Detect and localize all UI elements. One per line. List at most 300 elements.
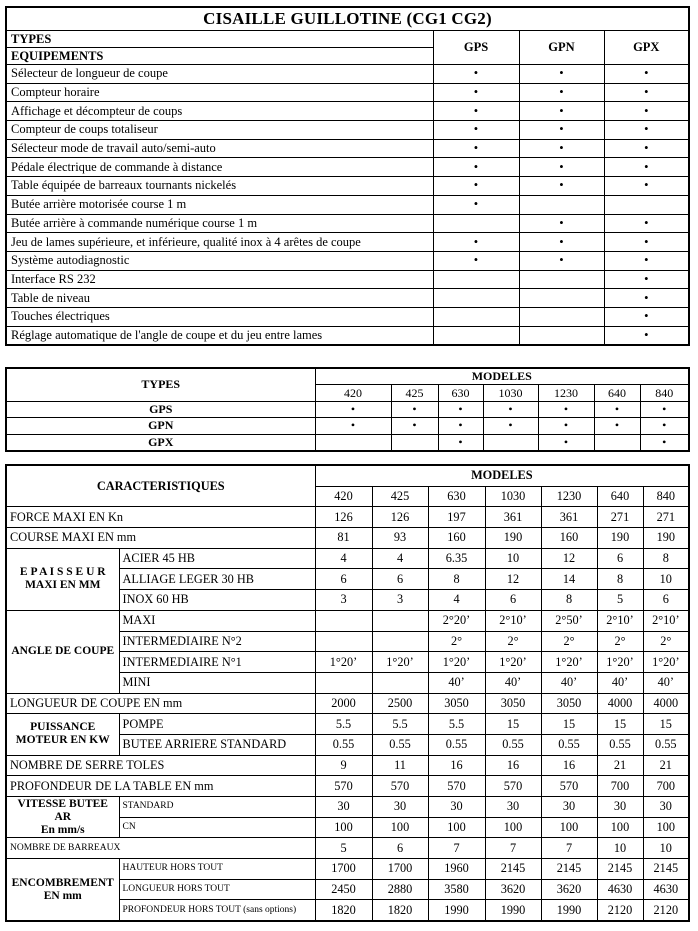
value-cell: 21 xyxy=(643,755,689,776)
type-row xyxy=(6,401,689,417)
value-cell: 3 xyxy=(315,590,372,611)
group-label-line: AR xyxy=(54,810,72,823)
value-cell: 2500 xyxy=(372,693,428,714)
equipment-mark: • xyxy=(519,251,604,270)
value-cell: 3050 xyxy=(485,693,541,714)
model-header: 1030 xyxy=(485,486,541,507)
equipment-mark xyxy=(519,307,604,326)
equipment-mark: • xyxy=(519,158,604,177)
value-cell: 190 xyxy=(643,528,689,549)
value-cell: 0.55 xyxy=(428,734,485,755)
equipment-mark: • xyxy=(519,177,604,196)
equipment-row xyxy=(6,177,689,196)
value-cell: 14 xyxy=(541,569,597,590)
value-cell: 160 xyxy=(428,528,485,549)
sub-characteristic-label: MINI xyxy=(119,672,315,693)
value-cell: 16 xyxy=(485,755,541,776)
type-mark: • xyxy=(315,418,391,434)
value-cell: 570 xyxy=(372,776,428,797)
value-cell: 0.55 xyxy=(372,734,428,755)
value-cell: 15 xyxy=(597,714,643,735)
equipment-label: Butée arrière motorisée course 1 m xyxy=(6,195,433,214)
types-rows xyxy=(6,401,689,451)
equipment-mark: • xyxy=(519,102,604,121)
characteristic-row xyxy=(6,693,689,714)
value-cell: 30 xyxy=(643,797,689,818)
type-mark: • xyxy=(438,401,483,417)
equipment-label: Interface RS 232 xyxy=(6,270,433,289)
equipment-mark xyxy=(433,307,519,326)
value-cell: 0.55 xyxy=(315,734,372,755)
value-cell: 5.5 xyxy=(428,714,485,735)
value-cell: 4630 xyxy=(643,879,689,900)
sub-characteristic-label: HAUTEUR HORS TOUT xyxy=(119,859,315,880)
value-cell: 2° xyxy=(428,631,485,652)
model-header: 630 xyxy=(428,486,485,507)
value-cell xyxy=(315,631,372,652)
type-row xyxy=(6,434,689,451)
value-cell: 2° xyxy=(643,631,689,652)
type-mark: • xyxy=(438,418,483,434)
equipment-mark: • xyxy=(433,233,519,252)
value-cell: 1700 xyxy=(315,859,372,880)
group-label-line: MOTEUR EN KW xyxy=(15,734,110,747)
characteristic-label: LONGUEUR DE COUPE EN mm xyxy=(6,693,315,714)
value-cell: 271 xyxy=(597,507,643,528)
equipment-row xyxy=(6,233,689,252)
value-cell: 8 xyxy=(643,548,689,569)
value-cell: 15 xyxy=(541,714,597,735)
value-cell: 3050 xyxy=(428,693,485,714)
epaisseur-group-label xyxy=(6,548,119,610)
characteristics-table xyxy=(5,464,690,922)
sub-characteristic-label: STANDARD xyxy=(119,797,315,818)
equipment-row xyxy=(6,289,689,308)
value-cell: 40’ xyxy=(541,672,597,693)
equipment-label: Jeu de lames supérieure, et inférieure, qualité inox à 4 arêtes de coupe xyxy=(6,233,433,252)
value-cell: 2145 xyxy=(485,859,541,880)
equipment-mark: • xyxy=(433,139,519,158)
equipment-label: Table de niveau xyxy=(6,289,433,308)
equipment-mark: • xyxy=(519,214,604,233)
value-cell: 5 xyxy=(315,838,372,859)
value-cell: 3 xyxy=(372,590,428,611)
value-cell: 30 xyxy=(597,797,643,818)
equipment-mark: • xyxy=(433,102,519,121)
equipment-label: Réglage automatique de l'angle de coupe et du jeu entre lames xyxy=(6,326,433,345)
value-cell: 100 xyxy=(541,817,597,838)
sub-characteristic-label: ALLIAGE LEGER 30 HB xyxy=(119,569,315,590)
value-cell: 7 xyxy=(541,838,597,859)
value-cell: 190 xyxy=(597,528,643,549)
equipment-mark: • xyxy=(604,233,689,252)
equipment-label: Pédale électrique de commande à distance xyxy=(6,158,433,177)
puissance-group-label xyxy=(6,714,119,755)
value-cell: 1960 xyxy=(428,859,485,880)
value-cell: 0.55 xyxy=(643,734,689,755)
value-cell: 3580 xyxy=(428,879,485,900)
value-cell: 16 xyxy=(541,755,597,776)
model-header: 420 xyxy=(315,486,372,507)
group-label-line: ENCOMBREMENT xyxy=(11,876,114,889)
group-label-line: EN mm xyxy=(43,889,82,902)
value-cell: 6 xyxy=(485,590,541,611)
value-cell xyxy=(372,610,428,631)
equipment-mark xyxy=(519,289,604,308)
types-models-table xyxy=(5,367,690,452)
equipment-mark: • xyxy=(433,121,519,140)
value-cell: 30 xyxy=(541,797,597,818)
value-cell: 10 xyxy=(643,569,689,590)
sub-characteristic-label: POMPE xyxy=(119,714,315,735)
sub-characteristic-label: INTERMEDIAIRE N°2 xyxy=(119,631,315,652)
value-cell: 1°20’ xyxy=(541,652,597,673)
column-header-gpn: GPN xyxy=(519,31,604,65)
value-cell: 100 xyxy=(428,817,485,838)
value-cell: 2°50’ xyxy=(541,610,597,631)
model-header: 1230 xyxy=(538,385,594,401)
equipment-mark: • xyxy=(519,65,604,84)
equipment-mark: • xyxy=(519,83,604,102)
equipment-label: Système autodiagnostic xyxy=(6,251,433,270)
sub-characteristic-label: LONGUEUR HORS TOUT xyxy=(119,879,315,900)
value-cell: 10 xyxy=(485,548,541,569)
type-mark xyxy=(315,434,391,451)
value-cell: 6.35 xyxy=(428,548,485,569)
equipment-mark: • xyxy=(519,121,604,140)
equipment-row xyxy=(6,270,689,289)
type-mark: • xyxy=(391,418,438,434)
value-cell: 100 xyxy=(643,817,689,838)
value-cell: 21 xyxy=(597,755,643,776)
value-cell: 1°20’ xyxy=(372,652,428,673)
value-cell: 6 xyxy=(597,548,643,569)
type-mark xyxy=(594,434,640,451)
type-mark: • xyxy=(315,401,391,417)
type-mark: • xyxy=(640,434,689,451)
equipment-label: Butée arrière à commande numérique course 1 m xyxy=(6,214,433,233)
value-cell: 1°20’ xyxy=(597,652,643,673)
equipment-mark xyxy=(519,195,604,214)
value-cell: 40’ xyxy=(428,672,485,693)
column-header-gps: GPS xyxy=(433,31,519,65)
value-cell: 0.55 xyxy=(597,734,643,755)
value-cell: 570 xyxy=(315,776,372,797)
value-cell: 16 xyxy=(428,755,485,776)
value-cell: 8 xyxy=(541,590,597,611)
value-cell: 1°20’ xyxy=(315,652,372,673)
value-cell: 570 xyxy=(485,776,541,797)
equipment-mark: • xyxy=(433,195,519,214)
table-title: CISAILLE GUILLOTINE (CG1 CG2) xyxy=(6,7,689,31)
equipment-mark: • xyxy=(604,251,689,270)
type-mark: • xyxy=(640,418,689,434)
value-cell: 2145 xyxy=(643,859,689,880)
value-cell: 0.55 xyxy=(541,734,597,755)
value-cell: 0.55 xyxy=(485,734,541,755)
value-cell: 12 xyxy=(485,569,541,590)
value-cell: 15 xyxy=(485,714,541,735)
modeles-label: MODELES xyxy=(315,368,689,385)
equipment-row xyxy=(6,65,689,84)
type-mark: • xyxy=(594,418,640,434)
characteristic-label: NOMBRE DE BARREAUX xyxy=(6,838,315,859)
equipment-row xyxy=(6,214,689,233)
value-cell: 93 xyxy=(372,528,428,549)
encombrement-group-label xyxy=(6,859,119,922)
value-cell: 2000 xyxy=(315,693,372,714)
value-cell: 6 xyxy=(372,569,428,590)
characteristic-row xyxy=(6,776,689,797)
value-cell xyxy=(372,631,428,652)
type-mark: • xyxy=(594,401,640,417)
characteristic-row xyxy=(6,528,689,549)
model-header: 1230 xyxy=(541,486,597,507)
value-cell: 11 xyxy=(372,755,428,776)
value-cell: 2°10’ xyxy=(485,610,541,631)
value-cell: 100 xyxy=(315,817,372,838)
value-cell: 30 xyxy=(485,797,541,818)
type-mark: • xyxy=(538,434,594,451)
value-cell: 10 xyxy=(597,838,643,859)
value-cell: 30 xyxy=(372,797,428,818)
value-cell: 570 xyxy=(541,776,597,797)
group-label-line: E P A I S S E U R xyxy=(19,566,106,579)
model-header: 425 xyxy=(391,385,438,401)
equipment-label: Affichage et décompteur de coups xyxy=(6,102,433,121)
type-mark: • xyxy=(538,418,594,434)
characteristic-row xyxy=(6,610,689,631)
value-cell: 2°20’ xyxy=(428,610,485,631)
equipment-label: Table équipée de barreaux tournants nickelés xyxy=(6,177,433,196)
value-cell: 2145 xyxy=(597,859,643,880)
caracteristiques-label: CARACTERISTIQUES xyxy=(6,465,315,507)
model-header: 840 xyxy=(640,385,689,401)
sub-characteristic-label: ACIER 45 HB xyxy=(119,548,315,569)
characteristic-label: COURSE MAXI EN mm xyxy=(6,528,315,549)
characteristic-row xyxy=(6,755,689,776)
characteristic-row xyxy=(6,859,689,880)
group-label-line: VITESSE BUTEE xyxy=(17,797,108,810)
model-header: 1030 xyxy=(483,385,538,401)
value-cell: 4000 xyxy=(643,693,689,714)
equipment-label: Compteur de coups totaliseur xyxy=(6,121,433,140)
group-label-line: MAXI EN MM xyxy=(25,579,101,592)
value-cell: 2120 xyxy=(643,900,689,921)
type-label: GPS xyxy=(6,401,315,417)
angle-group-label xyxy=(6,610,119,693)
type-row xyxy=(6,418,689,434)
value-cell: 8 xyxy=(597,569,643,590)
value-cell: 100 xyxy=(485,817,541,838)
value-cell: 2145 xyxy=(541,859,597,880)
sub-characteristic-label: CN xyxy=(119,817,315,838)
equipment-mark: • xyxy=(604,102,689,121)
equipment-mark: • xyxy=(433,158,519,177)
equipment-mark: • xyxy=(433,83,519,102)
equipment-label: Sélecteur de longueur de coupe xyxy=(6,65,433,84)
value-cell: 197 xyxy=(428,507,485,528)
type-label: GPN xyxy=(6,418,315,434)
equipment-mark: • xyxy=(604,177,689,196)
value-cell xyxy=(372,672,428,693)
value-cell: 361 xyxy=(485,507,541,528)
equipment-label: Sélecteur mode de travail auto/semi-auto xyxy=(6,139,433,158)
value-cell: 30 xyxy=(428,797,485,818)
equipment-mark xyxy=(433,326,519,345)
value-cell: 700 xyxy=(597,776,643,797)
equipment-mark xyxy=(519,326,604,345)
value-cell: 1990 xyxy=(428,900,485,921)
equipment-mark: • xyxy=(604,158,689,177)
value-cell: 2450 xyxy=(315,879,372,900)
equipment-label: Compteur horaire xyxy=(6,83,433,102)
value-cell: 2° xyxy=(541,631,597,652)
characteristic-row xyxy=(6,507,689,528)
model-header: 425 xyxy=(372,486,428,507)
sub-characteristic-label: BUTEE ARRIERE STANDARD xyxy=(119,734,315,755)
value-cell: 570 xyxy=(428,776,485,797)
value-cell: 100 xyxy=(372,817,428,838)
value-cell: 100 xyxy=(597,817,643,838)
equipment-row xyxy=(6,251,689,270)
value-cell: 9 xyxy=(315,755,372,776)
characteristic-row xyxy=(6,797,689,818)
equipment-row xyxy=(6,83,689,102)
equipment-mark: • xyxy=(604,326,689,345)
equipment-label: Touches électriques xyxy=(6,307,433,326)
value-cell: 5.5 xyxy=(315,714,372,735)
characteristic-label: PROFONDEUR DE LA TABLE EN mm xyxy=(6,776,315,797)
equipment-mark: • xyxy=(604,307,689,326)
value-cell: 4 xyxy=(372,548,428,569)
value-cell: 6 xyxy=(643,590,689,611)
equipment-row xyxy=(6,195,689,214)
value-cell: 3620 xyxy=(541,879,597,900)
value-cell: 2°10’ xyxy=(643,610,689,631)
equipment-row xyxy=(6,326,689,345)
model-header: 840 xyxy=(643,486,689,507)
characteristic-label: NOMBRE DE SERRE TOLES xyxy=(6,755,315,776)
modeles-label: MODELES xyxy=(315,465,689,486)
equipment-mark xyxy=(433,289,519,308)
value-cell: 361 xyxy=(541,507,597,528)
value-cell: 40’ xyxy=(643,672,689,693)
value-cell: 2° xyxy=(485,631,541,652)
type-mark: • xyxy=(483,401,538,417)
value-cell: 1820 xyxy=(315,900,372,921)
characteristic-row xyxy=(6,714,689,735)
value-cell: 6 xyxy=(372,838,428,859)
value-cell: 271 xyxy=(643,507,689,528)
type-mark: • xyxy=(640,401,689,417)
equipment-mark: • xyxy=(519,139,604,158)
value-cell: 4630 xyxy=(597,879,643,900)
equipment-mark: • xyxy=(604,65,689,84)
sub-characteristic-label: INOX 60 HB xyxy=(119,590,315,611)
value-cell: 4000 xyxy=(597,693,643,714)
value-cell: 4 xyxy=(315,548,372,569)
value-cell: 1990 xyxy=(541,900,597,921)
value-cell: 2°10’ xyxy=(597,610,643,631)
characteristics-rows xyxy=(6,507,689,921)
value-cell: 3620 xyxy=(485,879,541,900)
value-cell: 6 xyxy=(315,569,372,590)
value-cell: 1820 xyxy=(372,900,428,921)
value-cell: 2° xyxy=(597,631,643,652)
equipment-mark: • xyxy=(433,177,519,196)
type-mark xyxy=(483,434,538,451)
group-label-line: En mm/s xyxy=(40,823,85,836)
value-cell: 1°20’ xyxy=(643,652,689,673)
equipment-mark: • xyxy=(433,251,519,270)
type-mark: • xyxy=(391,401,438,417)
value-cell: 40’ xyxy=(597,672,643,693)
equipment-mark: • xyxy=(604,139,689,158)
characteristic-row xyxy=(6,838,689,859)
equipment-row xyxy=(6,121,689,140)
type-mark: • xyxy=(483,418,538,434)
sub-characteristic-label: PROFONDEUR HORS TOUT (sans options) xyxy=(119,900,315,921)
value-cell xyxy=(315,610,372,631)
value-cell: 160 xyxy=(541,528,597,549)
equipment-row xyxy=(6,307,689,326)
types-label: TYPES xyxy=(6,31,433,48)
types-label: TYPES xyxy=(6,368,315,401)
type-label: GPX xyxy=(6,434,315,451)
group-label-line: PUISSANCE xyxy=(30,721,96,734)
model-header: 640 xyxy=(597,486,643,507)
equipment-mark xyxy=(433,270,519,289)
equipment-mark xyxy=(519,270,604,289)
value-cell: 30 xyxy=(315,797,372,818)
value-cell: 7 xyxy=(485,838,541,859)
characteristic-row xyxy=(6,548,689,569)
sub-characteristic-label: INTERMEDIAIRE N°1 xyxy=(119,652,315,673)
equipment-mark: • xyxy=(604,289,689,308)
value-cell: 700 xyxy=(643,776,689,797)
equipment-mark: • xyxy=(604,83,689,102)
value-cell xyxy=(315,672,372,693)
equipment-mark: • xyxy=(433,65,519,84)
value-cell: 15 xyxy=(643,714,689,735)
value-cell: 3050 xyxy=(541,693,597,714)
equipment-mark: • xyxy=(604,121,689,140)
equipment-row xyxy=(6,158,689,177)
characteristic-label: FORCE MAXI EN Kn xyxy=(6,507,315,528)
vitesse-group-label xyxy=(6,797,119,838)
group-label-line: ANGLE DE COUPE xyxy=(11,645,115,658)
value-cell: 126 xyxy=(315,507,372,528)
type-mark: • xyxy=(438,434,483,451)
value-cell: 1990 xyxy=(485,900,541,921)
value-cell: 2120 xyxy=(597,900,643,921)
equipements-label: EQUIPEMENTS xyxy=(6,48,433,65)
value-cell: 81 xyxy=(315,528,372,549)
model-header: 640 xyxy=(594,385,640,401)
model-header: 420 xyxy=(315,385,391,401)
sub-characteristic-label: MAXI xyxy=(119,610,315,631)
value-cell: 1°20’ xyxy=(428,652,485,673)
model-header: 630 xyxy=(438,385,483,401)
equipment-mark: • xyxy=(519,233,604,252)
equipment-mark: • xyxy=(604,270,689,289)
type-mark: • xyxy=(538,401,594,417)
equipment-mark: • xyxy=(604,214,689,233)
value-cell: 8 xyxy=(428,569,485,590)
value-cell: 10 xyxy=(643,838,689,859)
value-cell: 4 xyxy=(428,590,485,611)
